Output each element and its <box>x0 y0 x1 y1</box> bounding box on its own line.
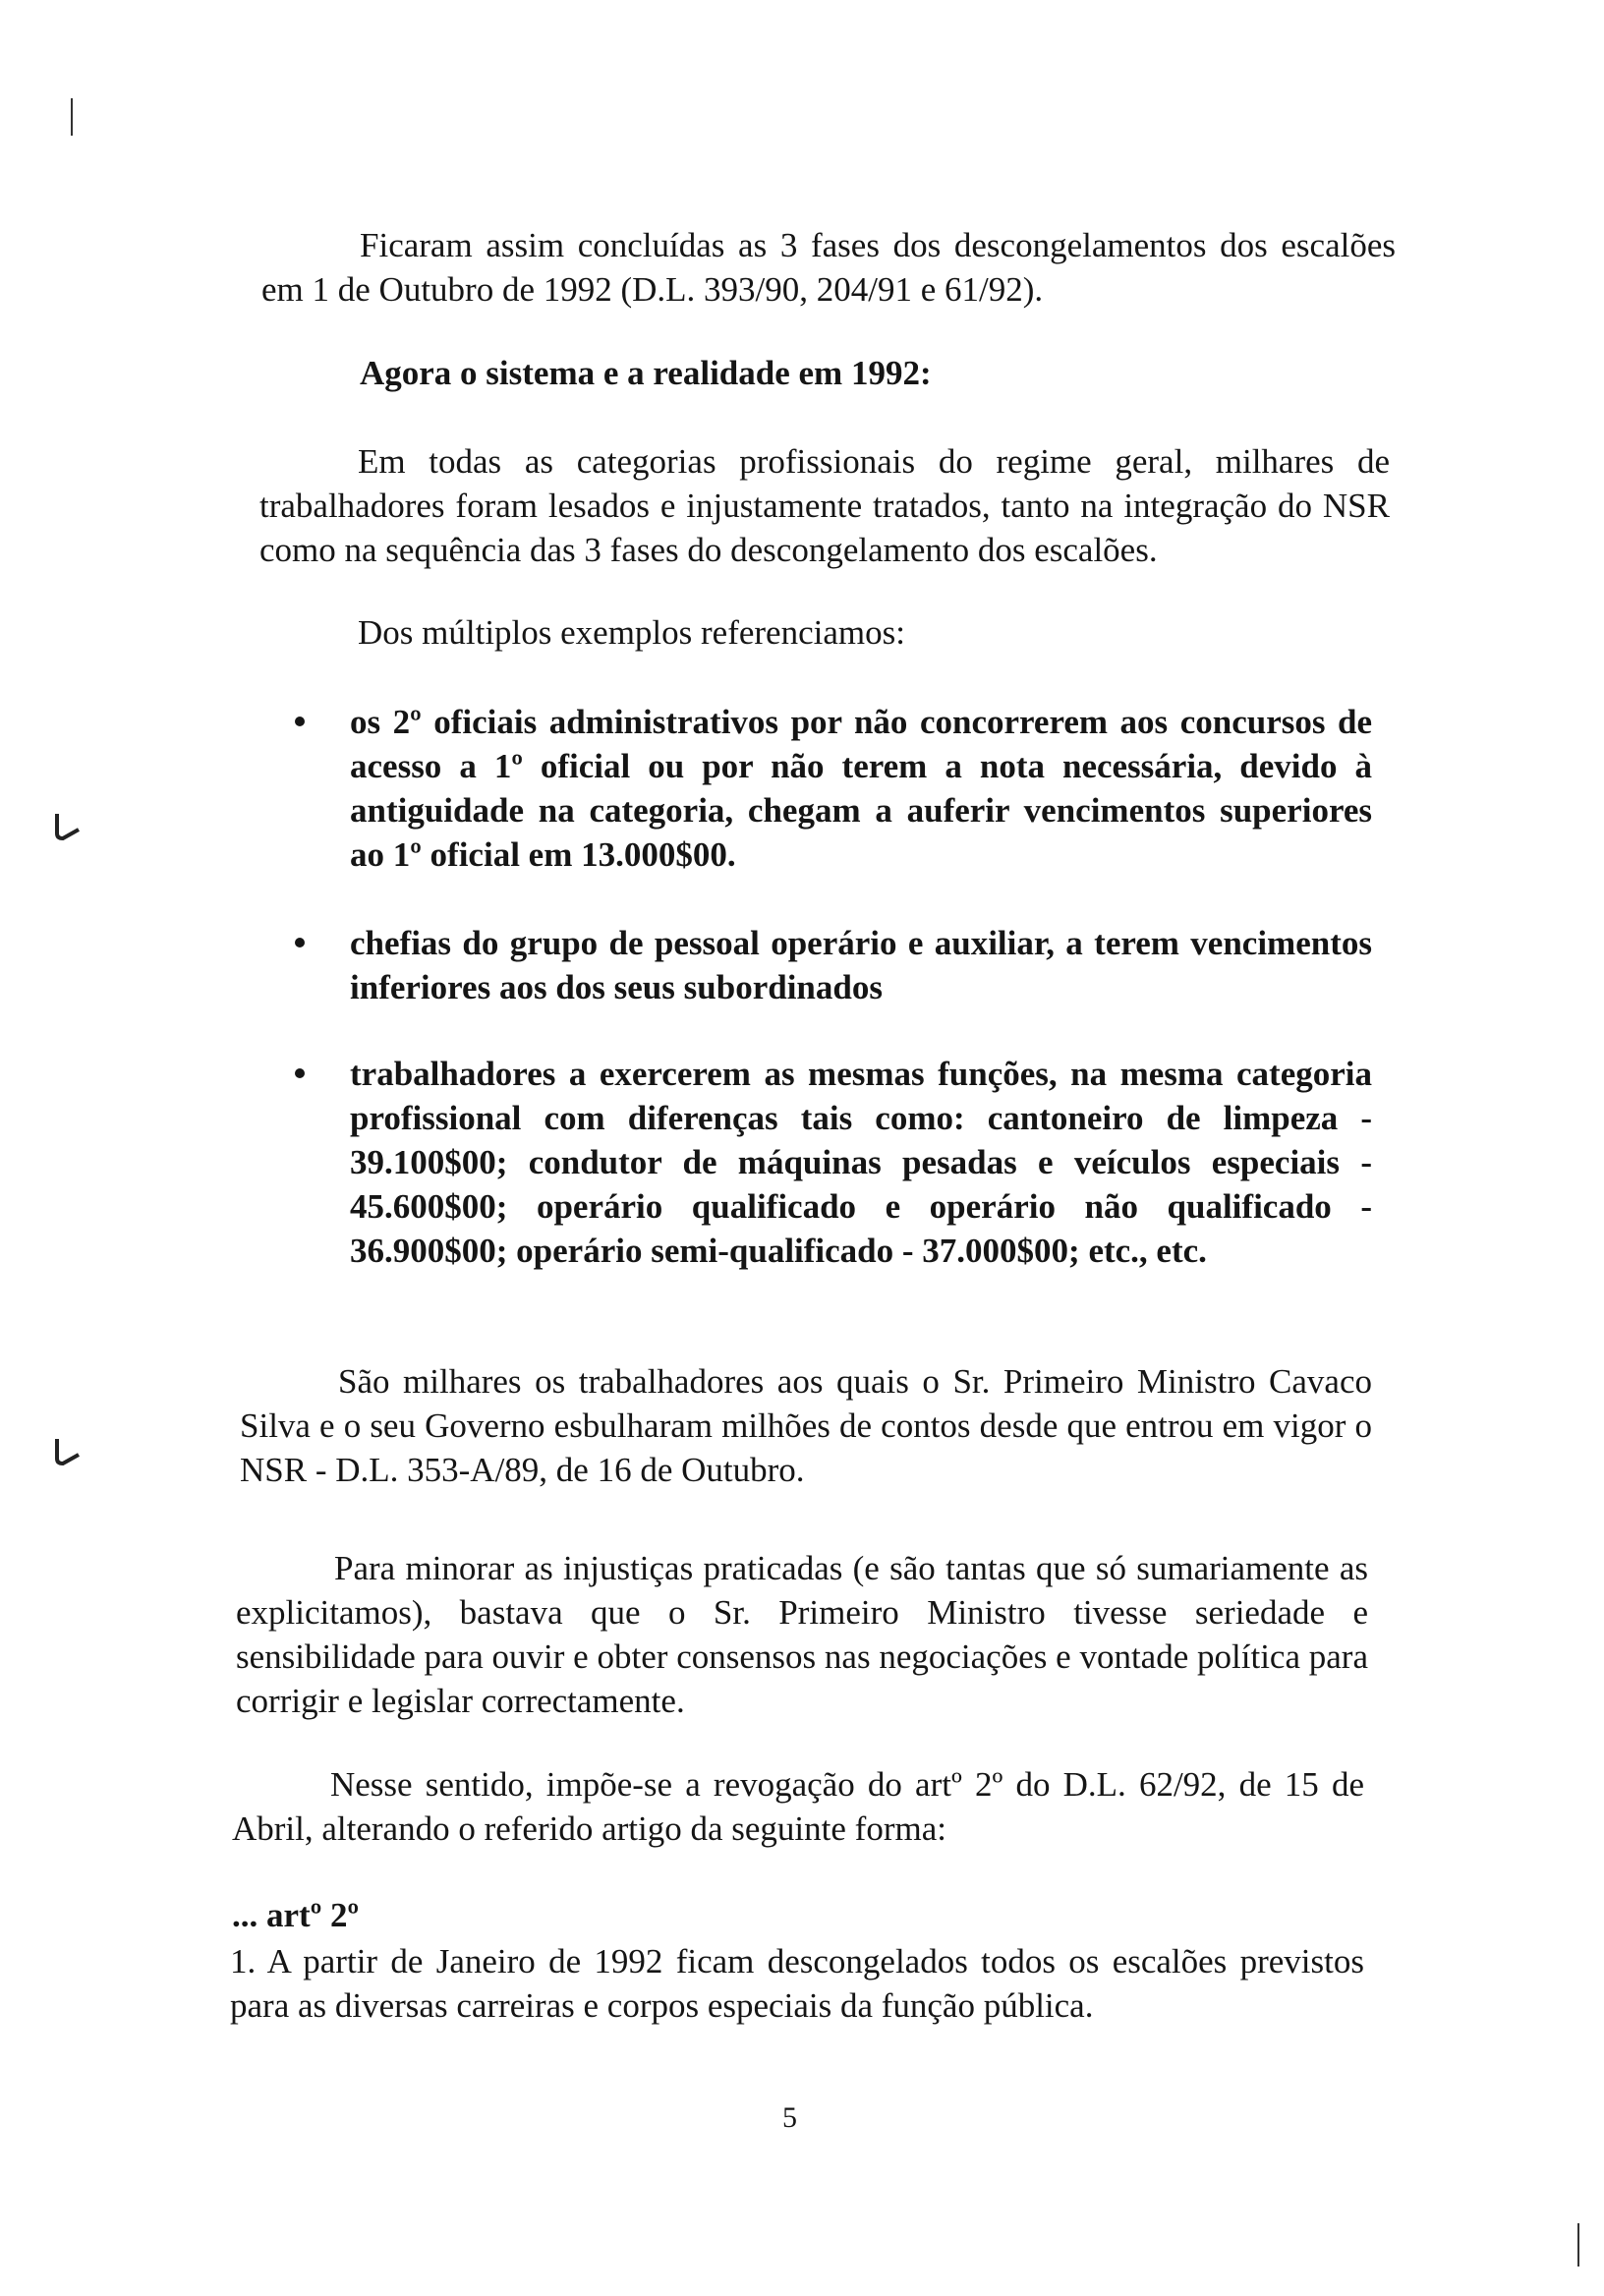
binder-hook-icon <box>49 1437 83 1466</box>
article-text: 1. A partir de Janeiro de 1992 ficam descongelados todos os escalões previstos para as diversas carreiras e corpos especiais da função pública. <box>230 1942 1364 2025</box>
paragraph-revocation: Nesse sentido, impõe-se a revogação do artº 2º do D.L. 62/92, de 15 de Abril, alterando o referido artigo da seguinte forma: <box>232 1765 1364 1848</box>
paragraph-intro: Ficaram assim concluídas as 3 fases dos descongelamentos dos escalões em 1 de Outubro de 1992 (D.L. 393/90, 204/91 e 61/92). <box>261 226 1396 309</box>
list-item-text: chefias do grupo de pessoal operário e auxiliar, a terem vencimentos inferiores aos dos seus subordinados <box>350 924 1372 1006</box>
list-item <box>295 700 1372 877</box>
bullet-icon <box>295 938 305 947</box>
list-item-text: trabalhadores a exercerem as mesmas funções, na mesma categoria profissional com diferenças tais como: cantoneiro de limpeza - 39.100$00; condutor de máquinas pesadas e veículos especiais - 45.600$00; operário qualificado e operário não qualificado - 36.900$00; operário semi-qualificado - 37.000$00; etc., etc. <box>350 1055 1372 1270</box>
article-label: ... artº 2º <box>232 1896 360 1934</box>
bullet-icon <box>295 1068 305 1078</box>
paragraph-examples-intro: Dos múltiplos exemplos referenciamos: <box>358 613 905 652</box>
left-margin-mark <box>71 98 73 136</box>
list-item <box>295 1052 1372 1273</box>
binder-hook-icon <box>49 812 83 841</box>
list-item <box>295 921 1372 1009</box>
paragraph-injustices: Para minorar as injustiças praticadas (e são tantas que só sumariamente as explicitamos), bastava que o Sr. Primeiro Ministro tivesse seriedade e sensibilidade para ouvir e obter consensos nas negociações e vontade política para corrigir e legislar correctamente. <box>236 1549 1368 1720</box>
right-margin-mark <box>1577 2223 1579 2267</box>
paragraph-workers: São milhares os trabalhadores aos quais o Sr. Primeiro Ministro Cavaco Silva e o seu Governo esbulharam milhões de contos desde que entrou em vigor o NSR - D.L. 353-A/89, de 16 de Outubro. <box>240 1362 1372 1489</box>
section-heading: Agora o sistema e a realidade em 1992: <box>360 354 932 392</box>
bullet-icon <box>295 717 305 726</box>
page-number: 5 <box>782 2101 797 2134</box>
examples-list <box>295 700 1372 1325</box>
list-item-text: os 2º oficiais administrativos por não concorrerem aos concursos de acesso a 1º oficial ou por não terem a nota necessária, devido à antiguidade na categoria, chegam a auferir vencimentos superiores ao 1º oficial em 13.000$00. <box>350 703 1372 874</box>
paragraph-categories: Em todas as categorias profissionais do regime geral, milhares de trabalhadores foram lesados e injustamente tratados, tanto na integração do NSR como na sequência das 3 fases do descongelamento dos escalões. <box>259 442 1390 569</box>
